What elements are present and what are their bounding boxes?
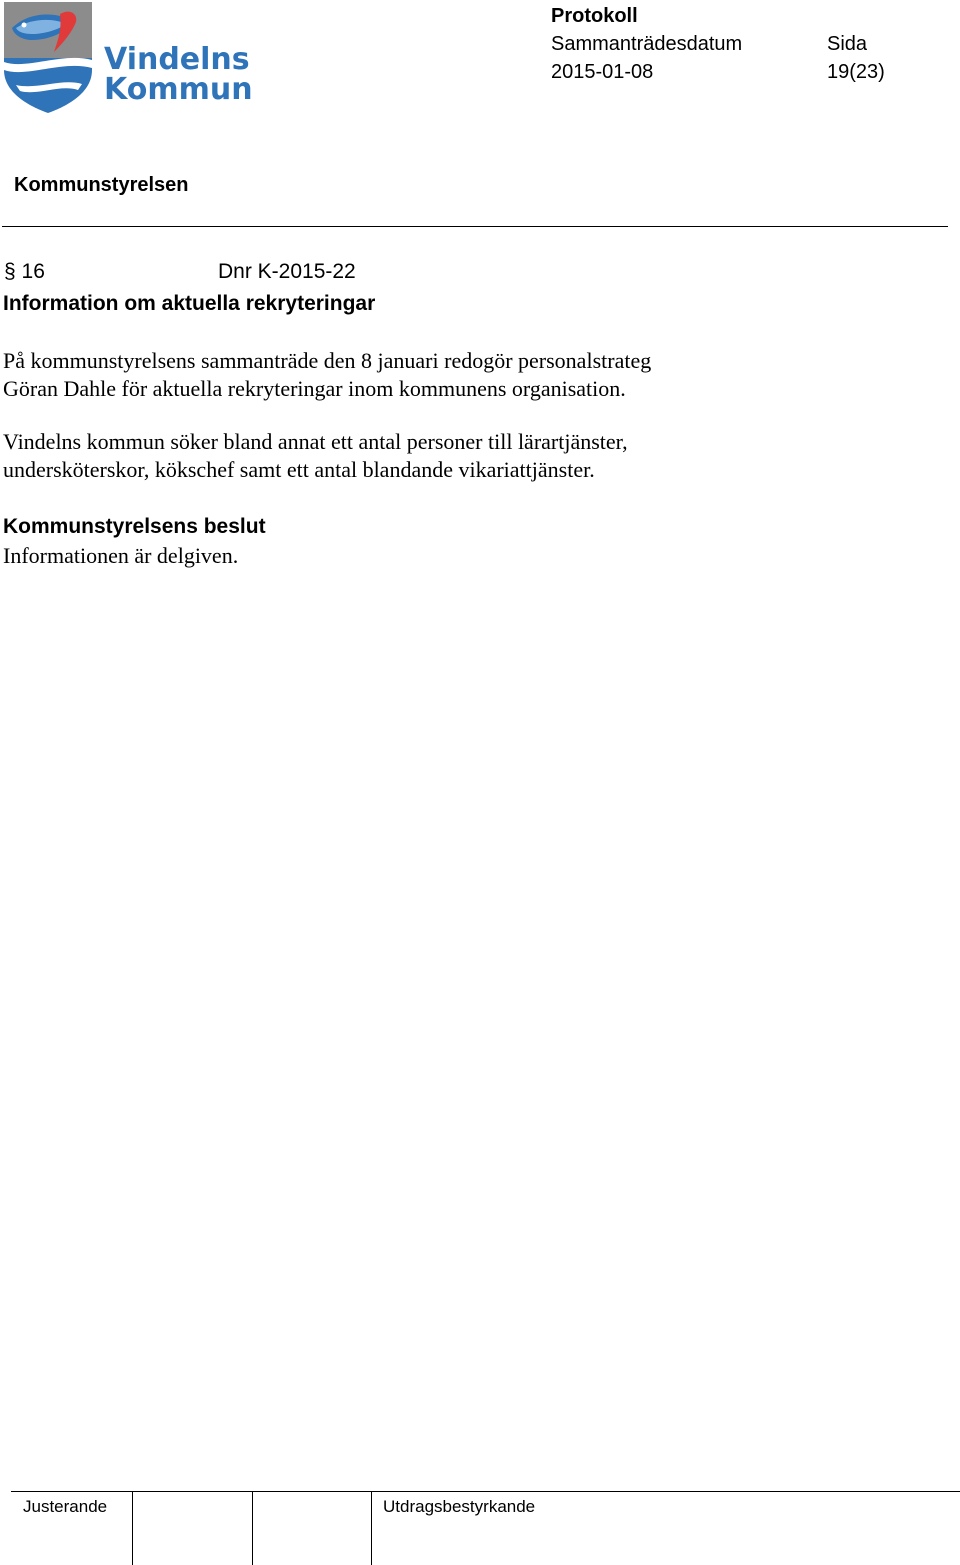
paragraph-1-line-2: Göran Dahle för aktuella rekryteringar inom kommunens organisation. [3,376,626,401]
page-label: Sida [827,33,868,55]
fish-shield-logo-icon [2,0,102,115]
adjuster-label: Justerande [23,1497,108,1516]
signature-footer [11,1491,960,1565]
paragraph-2-line-1: Vindelns kommun söker bland annat ett antal personer till lärartjänster, [3,429,628,454]
paragraph-1-line-1: På kommunstyrelsens sammanträde den 8 januari redogör personalstrateg [3,348,652,373]
municipality-logo [2,0,253,115]
paragraph-2-line-2: undersköterskor, kökschef samt ett antal blandande vikariattjänster. [3,457,595,482]
meeting-date-value: 2015-01-08 [551,61,654,83]
document-type-title: Protokoll [551,5,638,27]
decision-heading: Kommunstyrelsens beslut [3,515,266,538]
page-number: 19(23) [827,61,885,83]
meeting-date-label: Sammanträdesdatum [551,33,743,55]
diary-number: Dnr K-2015-22 [218,260,356,283]
logo-text-line1: Vindelns [104,42,250,77]
paragraph-number: § 16 [4,260,45,283]
signature-cell [371,1492,372,1565]
decision-text: Informationen är delgiven. [3,543,239,568]
logo-text-line2: Kommun [104,72,253,107]
header-divider [2,226,948,227]
signature-cell [132,1492,133,1565]
signature-cell [252,1492,253,1565]
item-heading: Information om aktuella rekryteringar [3,292,376,315]
extract-certifier-label: Utdragsbestyrkande [383,1497,536,1516]
organ-name: Kommunstyrelsen [14,174,189,196]
